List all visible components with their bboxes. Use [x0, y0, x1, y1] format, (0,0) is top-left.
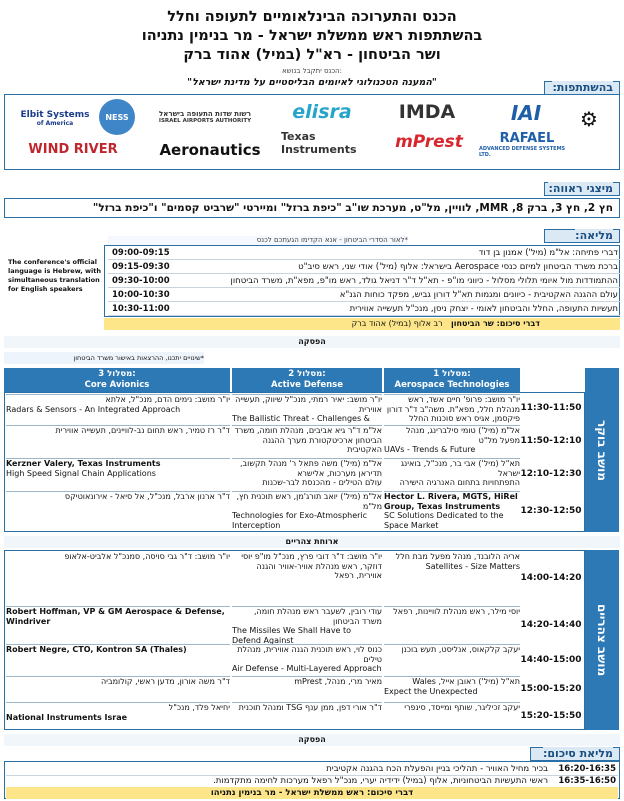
session-cell: Hector L. Rivera, MGTS, HiRel Group, Texas Instruments SC Solutions Dedicated to the Space Market [384, 491, 520, 532]
track-1-header: מסלול 1: Aerospace Technologies [384, 368, 520, 392]
section-exhibitors: מיצגי ראווה: [544, 182, 620, 196]
track-2-header: מסלול 2: Active Defense [232, 368, 382, 392]
imda-logo: IMDA [398, 101, 456, 123]
session-time: 14:00-14:20 [520, 573, 582, 583]
ness-logo: NESS [99, 99, 135, 135]
session-cell: יו"ר מושב: ד"ר גבי סויסה, סמנכ"ל אלביט-אלאופ [64, 552, 230, 561]
plenary-row: 10:00-10:30 עולם ההגנה האקטיבית - כיוונים ומגמות תא"ל דורון גביש, מפקד כוחות הגנ"א [108, 288, 620, 302]
plenary-note: *לאור הסדרי הביטחון - אנא הקדימו הגעתכם לכנס [108, 236, 408, 246]
session-time: 11:30-11:50 [520, 403, 582, 413]
session-cell: אריה הלובנד, מנהל מפעל מבת חלל Satellites - Size Matters [395, 552, 520, 571]
gear-icon: ⚙ [580, 107, 598, 131]
session-cell: יו"ר מושב: פרופ' חיים אשד, ראש מנהלת חלל, מפא"ת. משה"ב ד"ר דורון פיקסמן, אגיס ראש סוכנות החלל [384, 394, 520, 425]
session-cell: ד"ר משה אורון, מדען ראשי, קולומביה [6, 676, 230, 702]
session-cell: אל"מ (מיל') טומי סילברינג, מנהל מפעל מל"ט UAVs - Trends & Future [384, 425, 520, 458]
closing-row: 16:35-16:50 ראשי התעשיות הביטחוניות, אלוף (במיל) ידידיה יערי, מנכ"ל רפאל מערכות לחימה מתקדמות. [6, 774, 618, 788]
closing-summary: דברי סיכום: ראש ממשלת ישראל - מר בנימין נתניהו [6, 787, 618, 799]
elisra-logo: elisra [292, 101, 352, 123]
airports-logo: רשות שדות התעופה בישראל ISRAEL AIRPORTS AUTHORITY [158, 110, 252, 124]
windriver-logo: WIND RIVER [28, 141, 118, 157]
language-note: The conference's official language is Hebrew, with simultaneous translation for English speakers [8, 258, 101, 293]
session-cell: Kerzner Valery, Texas Instruments High Speed Signal Chain Applications [6, 458, 230, 491]
break-1: הפסקה [4, 336, 620, 348]
session-time: 14:20-14:40 [520, 620, 582, 630]
tracks-note: *שינויים יתכנו, ההרצאות באישור משרד הביטחון [4, 352, 204, 364]
session-cell: ד"ר אורי דפן, ממן ענף TSG ומנהל תוכנית [232, 702, 382, 730]
section-plenary: מליאה: [544, 229, 620, 243]
elbit-logo: Elbit Systems of America [20, 109, 90, 127]
session-cell: מאיר מרי, מנהל, mPrest [232, 676, 382, 702]
session-cell: Robert Negre, CTO, Kontron SA (Thales) [6, 644, 230, 676]
plenary-row: 09:30-10:00 ההתמודדות מול איומי תלולי מסלול - כיווני מו"פ - תא"ל ד"ר דניאל גולד, ראש מו"פ, מפא"ת, משרד הביטחון [108, 274, 620, 288]
plenary-row: 09:15-09:30 ברכת משרד הביטחון למיזם כנסי Aerospace בישראל: אלוף (מיל') אודי שני, ראש סיב"ט [108, 260, 620, 274]
plenary-row: 10:30-11:00 תעשיות התעופה, החלל והביטחון לאומי - יצחק ניסן, מנכ"ל תעשייה אווירית [108, 302, 620, 316]
session-cell: יעקב זכיליגר, שותף ומייסד, סינפרי [384, 702, 520, 730]
title-line-2: בהשתתפות ראש ממשלת ישראל - מר בנימין נתניהו [141, 28, 483, 44]
iai-logo: IAI [510, 101, 542, 125]
session-cell: יו"ר מושב: יאיר רמתי, מנכ"ל שיווק, תעשייה אווירית The Ballistic Threat - Challenges & [232, 395, 382, 423]
sponsors-box [4, 94, 620, 170]
exhibit-text: חץ 2, חץ 3, ברק 8, MMR, לוויין, מל"ט, מערכת שו"ב "כיפת ברזל" ומיירטי "שרביט קסמים" ו"כיפת ברזל" [4, 198, 620, 218]
theme: "המענה הטכנולוגי לאיומים הבליסטיים על מדינת ישראל" [187, 77, 437, 88]
session-cell: תא"ל (מיל') אבי בר, מנכ"ל, בואינג ישראל התפתחויות בתחום האנרגיה הישירה [384, 458, 520, 491]
session-cell: יו"ר מושב: נימים הדם, מנכ"ל, אלתא Radars & Sensors - An Integrated Approach [6, 394, 230, 425]
session-time: 15:20-15:50 [520, 711, 582, 721]
track-3-header: מסלול 3: Core Avionics [4, 368, 230, 392]
rafael-logo: RAFAEL ADVANCED DEFENSE SYSTEMS LTD. [479, 130, 566, 158]
morning-label: מושב בוקר [585, 368, 619, 532]
break-2: הפסקה [4, 734, 620, 746]
session-cell: אל"מ (מיל') משה פתאל ר' מנהל תקשוב, תדיראן מערכות, אלישרא עולם הטילים - מהכנסת לבר-שכנות [232, 458, 382, 491]
session-cell: כנוס לוי, ראש תוכנית הגנה אווירית, מנהלת טילים Air Defense - Multi-Layered Approach [232, 644, 382, 676]
afternoon-label: מושב צהריים [585, 550, 619, 730]
session-cell: עודי רובין, לשעבר ראש מנהלת חומה, משרד הביטחון The Missiles We Shall Have to Defend Against [232, 607, 382, 644]
session-time: 12:30-12:50 [520, 506, 582, 516]
session-time: 15:00-15:20 [520, 684, 582, 694]
session-time: 14:40-15:00 [520, 655, 582, 665]
session-time: 11:50-12:10 [520, 436, 582, 446]
section-participation: בהשתתפות: [544, 81, 620, 95]
title-line-1: הכנס והתערוכה הבינלאומיים לתעופה וחלל [167, 9, 457, 25]
session-time: 12:10-12:30 [520, 469, 582, 479]
closing-row: 16:20-16:35 בכיר מחיל האוויר - תהליכי בניין והפעלת הכח בהגנה אקטיבית [6, 762, 618, 776]
section-closing: מליאת סיכום: [530, 747, 620, 761]
session-cell: יחיאל פלד, מנכ"ל National Instruments Israe [6, 702, 230, 730]
session-cell: אל"מ (מיל') יואב תורג'מן, ראש תוכנית חץ, מל"מ Technologies for Exo-Atmospheric Interception [232, 491, 382, 532]
ti-logo: Texas Instruments [281, 130, 357, 156]
session-cell: אל"מ ד"ר גיא אביבים, מנהלת חומה, משרד הביטחון ארכיטקטורת מערך ההגנה האקטיבית [232, 425, 382, 458]
plenary-summary: דברי סיכום: שר הביטחון רב אלוף (במיל) אהוד ברק [104, 318, 620, 330]
session-cell: יוסי מילר, ראש מנהלת לוויינות, רפאל [384, 606, 520, 644]
session-cell: ד"ר רז טמיר, ראש תחום נב-לוויינים, תעשייה אווירית [6, 425, 230, 458]
aeronautics-logo: Aeronautics [159, 141, 261, 159]
session-cell: יו"ר מושב: ד"ר דובי פרץ, מנכ"ל מו"פ יוסי דוזקר, ראש מנהלת אוויר-אוויר והגנה אווירית, רפאל [241, 552, 382, 580]
session-cell: יעקב קלקאוס, אנליסט, תעש בוכנן [384, 644, 520, 676]
session-cell: תא"ל (מיל') ראובן אייל, Wales Expect the Unexpected [384, 676, 520, 702]
mprest-logo: mPrest [395, 132, 463, 152]
session-cell: Robert Hoffman, VP & GM Aerospace & Defense, Windriver [6, 606, 230, 644]
theme-intro: הכנס יתקבל בנושא: [282, 67, 342, 75]
session-cell: ד"ר ארנון ארבל, מנכ"ל, אל סיאל - אירונאוטיקס [6, 491, 230, 532]
plenary-row: 09:00-09:15 דברי פתיחה: אל"מ (מיל') אמנון בן דוד [108, 246, 620, 260]
lunch: ארוחת צהריים [4, 536, 620, 548]
title-line-3: ושר הביטחון - רא"ל (במיל) אהוד ברק [183, 47, 441, 63]
